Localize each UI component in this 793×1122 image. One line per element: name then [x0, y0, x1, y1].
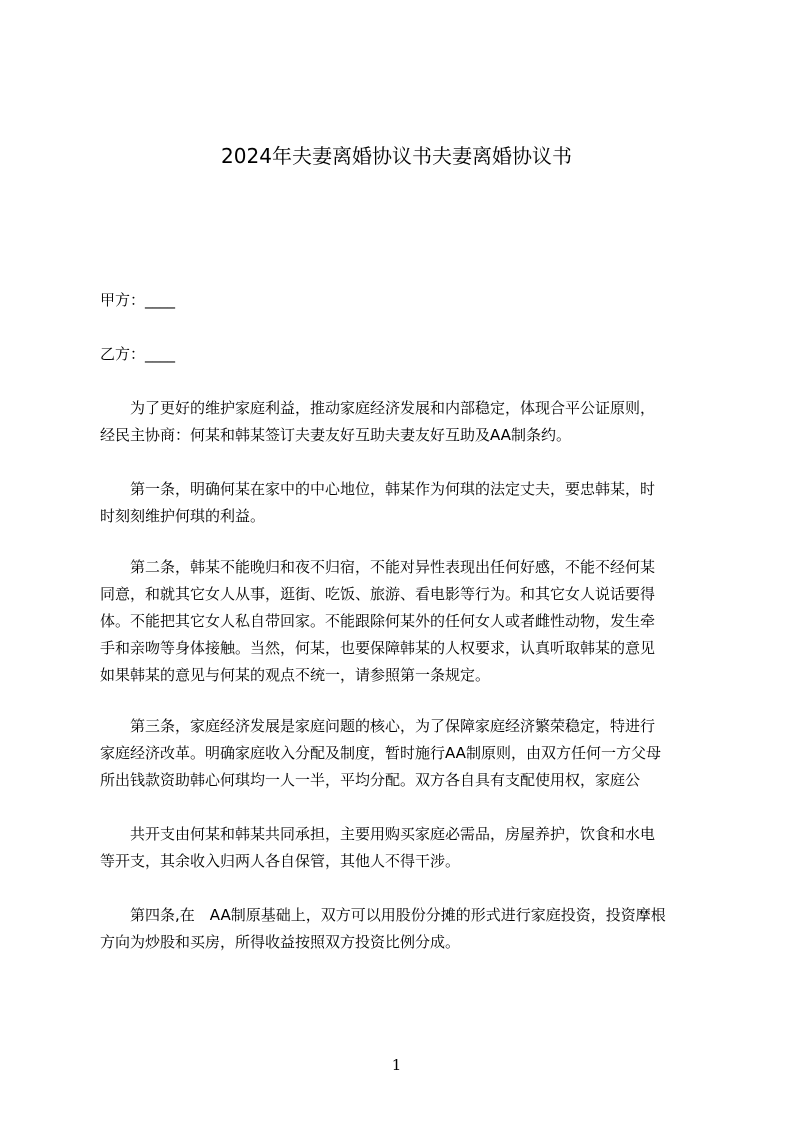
article-3-cont-line-2: 等开支，其余收入归两人各自保管，其他人不得干涉。	[100, 852, 461, 870]
article-3-cont-line-1: 共开支由何某和韩某共同承担，主要用购买家庭必需品，房屋养护，饮食和水电	[100, 825, 656, 843]
preamble-line-1: 为了更好的维护家庭利益，推动家庭经济发展和内部稳定，体现合平公证原则，	[100, 399, 656, 417]
page-number: 1	[391, 1056, 402, 1074]
article-3-line-2: 家庭经济改革。明确家庭收入分配及制度，暂时施行AA制原则，由双方任何一方父母	[100, 744, 661, 762]
article-2-line-1: 第二条，韩某不能晚归和夜不归宿，不能对异性表现出任何好感，不能不经何某	[100, 558, 656, 576]
article-1-line-2: 时刻刻维护何琪的利益。	[100, 507, 266, 525]
article-2-line-5: 如果韩某的意见与何某的观点不统一，请参照第一条规定。	[100, 666, 491, 684]
party-a-line: 甲方：____	[100, 291, 176, 309]
article-2-line-3: 体。不能把其它女人私自带回家。不能跟除何某外的任何女人或者雌性动物，发生牵	[100, 612, 656, 630]
article-2-line-2: 同意，和就其它女人从事，逛街、吃饭、旅游、看电影等行为。和其它女人说话要得	[100, 585, 656, 603]
article-4-line-1: 第四条,在 AA制原基础上，双方可以用股份分摊的形式进行家庭投资，投资摩根	[100, 906, 666, 924]
party-b-line: 乙方：____	[100, 345, 176, 363]
preamble-line-2: 经民主协商：何某和韩某签订夫妻友好互助夫妻友好互助及AA制条约。	[100, 426, 571, 444]
article-3-line-3: 所出钱款资助韩心何琪均一人一半，平均分配。双方各自具有支配使用权，家庭公	[100, 771, 641, 789]
article-1-line-1: 第一条，明确何某在家中的中心地位，韩某作为何琪的法定丈夫，要忠韩某，时	[100, 480, 656, 498]
article-4-line-2: 方向为炒股和买房，所得收益按照双方投资比例分成。	[100, 933, 461, 951]
article-2-line-4: 手和亲吻等身体接触。当然，何某，也要保障韩某的人权要求，认真听取韩某的意见	[100, 639, 656, 657]
article-3-line-1: 第三条，家庭经济发展是家庭问题的核心，为了保障家庭经济繁荣稳定，特进行	[100, 717, 656, 735]
document-title: 2024年夫妻离婚协议书夫妻离婚协议书	[221, 144, 572, 168]
